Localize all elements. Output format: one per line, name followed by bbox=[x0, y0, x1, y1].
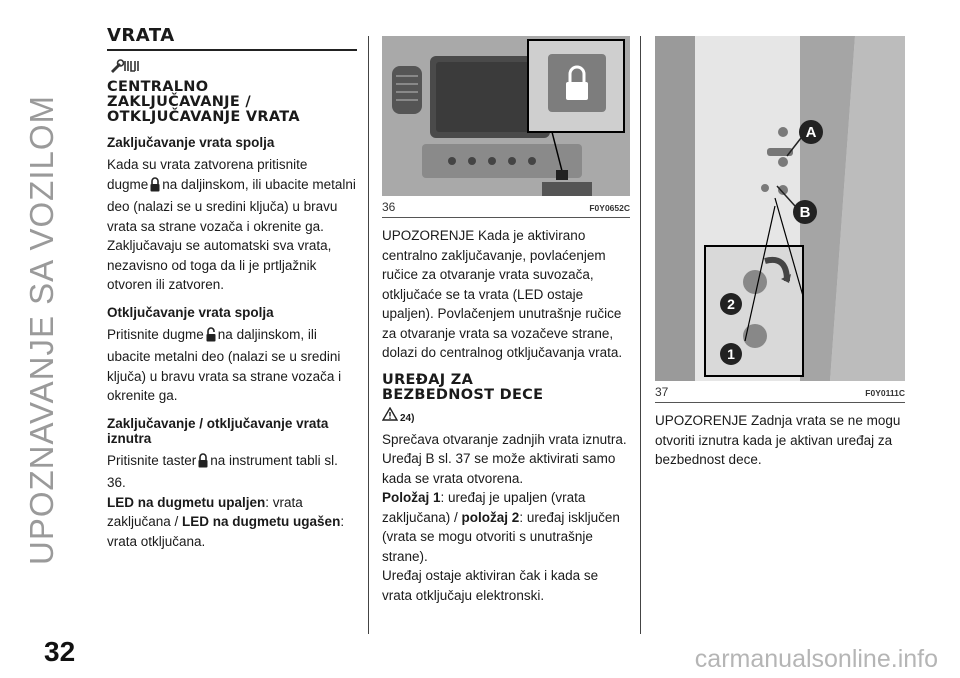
paragraph-warning-rear-doors: UPOZORENJE Zadnja vrata se ne mogu otvoriti iznutra kada je aktivan uređaj za bezbednost dece. bbox=[655, 413, 901, 467]
watermark: carmanualsonline.info bbox=[694, 645, 938, 673]
subsection-title-line: BEZBEDNOST DECE bbox=[382, 386, 544, 403]
figure-37-door-photo bbox=[655, 36, 905, 381]
figure-36-dashboard-photo bbox=[382, 36, 630, 196]
paragraph-child-lock: Sprečava otvaranje zadnjih vrata iznutra. Uređaj B sl. 37 se može aktivirati samo kada se vrata otvorena. bbox=[382, 431, 627, 486]
paragraph-inside: Pritisnite taster na instrument tabli sl. 36. bbox=[107, 452, 338, 490]
open-padlock-icon bbox=[206, 327, 216, 348]
subheading-inside: Zaključavanje / otključavanje vrata iznutra bbox=[107, 415, 329, 446]
section-title: VRATA bbox=[107, 26, 357, 51]
subheading-lock-outside: Zaključavanje vrata spolja bbox=[107, 135, 275, 150]
column-1 bbox=[107, 26, 357, 551]
figure-number: 36 bbox=[382, 200, 396, 214]
column-divider bbox=[368, 36, 369, 634]
paragraph-lock-outside: Kada su vrata zatvorena pritisnite dugme na daljinskom, ili ubacite metalni deo (nalazi se u sredini ključa) u bravu vrata sa strane vozača i okrenite ga. Zaključavaju se automatski sva vrata, nezavisno od toga da li je prtljažnik otvoren ili zatvoren. bbox=[107, 157, 356, 292]
callout-b: B bbox=[799, 204, 811, 221]
paragraph-positions: Položaj 1: uređaj je upaljen (vrata zaključana) / položaj 2: uređaj isključen (vrata se mogu otvoriti s unutrašnje strane). bbox=[382, 490, 620, 564]
callout-a: A bbox=[805, 124, 817, 141]
padlock-icon bbox=[198, 453, 208, 474]
paragraph-child-lock-note: Uređaj ostaje aktiviran čak i kada se vrata otključaju elektronski. bbox=[382, 568, 599, 603]
subsection-title-line: CENTRALNO bbox=[107, 79, 209, 95]
warning-triangle-icon bbox=[382, 407, 398, 424]
figure-number: 37 bbox=[655, 385, 669, 399]
column-3 bbox=[655, 36, 905, 470]
paragraph-warning-central-lock: UPOZORENJE Kada je aktivirano centralno zaključavanje, povlaćenjem ručice za otvaranje vrata suvozača, otključaće se ta vrata (LED ostaje upaljen). Povlačenjem unutrašnje ručice za otvaranje vrata sa vozačeve strane, dolazi do centralnog otključavanja vrata. bbox=[382, 228, 623, 360]
figure-code: F0Y0111C bbox=[865, 388, 905, 398]
figure-36-caption bbox=[382, 200, 630, 218]
figure-37-caption bbox=[655, 385, 905, 403]
service-tools-icon bbox=[109, 58, 357, 74]
figure-code: F0Y0652C bbox=[589, 203, 630, 213]
paragraph-unlock-outside: Pritisnite dugme na daljinskom, ili ubacite metalni deo (nalazi se u sredini ključa) u bravu vrata sa strane vozača i okrenite ga. bbox=[107, 326, 342, 403]
subsection-title-line: OTKLJUČAVANJE VRATA bbox=[107, 109, 300, 125]
callout-1: 1 bbox=[727, 346, 735, 362]
paragraph-led-status: LED na dugmetu upaljen: vrata zaključana / LED na dugmetu ugašen: vrata otključana. bbox=[107, 494, 345, 549]
subsection-title-line: ZAKLJUČAVANJE / bbox=[107, 94, 251, 110]
column-divider bbox=[640, 36, 641, 634]
chapter-side-title: UPOZNAVANJE SA VOZILOM bbox=[23, 94, 60, 566]
padlock-icon bbox=[150, 177, 160, 198]
subheading-unlock-outside: Otključavanje vrata spolja bbox=[107, 304, 274, 320]
warning-reference: 24) bbox=[382, 407, 630, 424]
subsection-title bbox=[107, 80, 357, 125]
subsection-title-line: UREĐAJ ZA bbox=[382, 371, 474, 388]
page-number: 32 bbox=[44, 636, 76, 667]
subsection-title bbox=[382, 373, 630, 403]
column-2 bbox=[382, 36, 630, 605]
callout-2: 2 bbox=[727, 296, 735, 312]
